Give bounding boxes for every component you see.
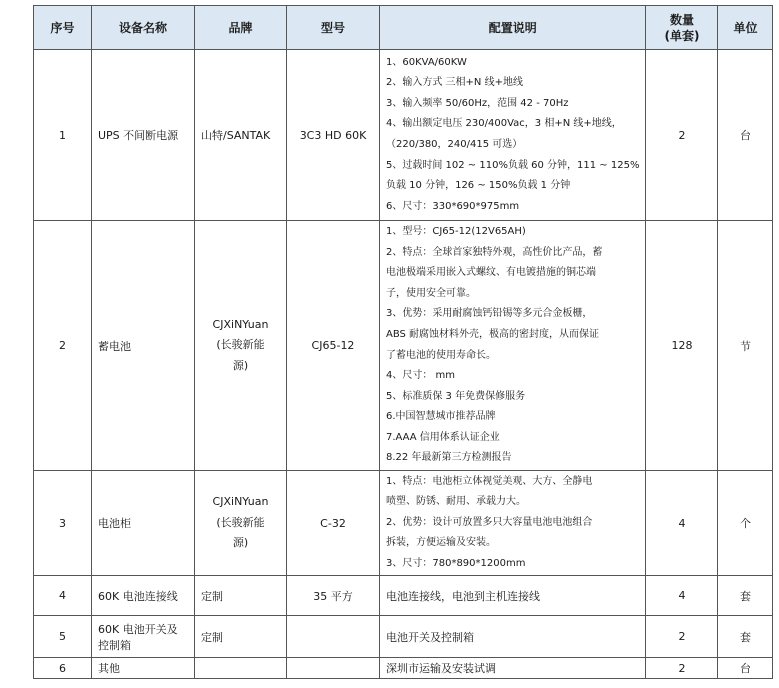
cell-model: C-32 (287, 471, 380, 576)
header-name: 设备名称 (92, 6, 195, 50)
config-line: 1、60KVA/60KW (386, 56, 467, 68)
cell-no: 3 (34, 471, 92, 576)
header-model: 型号 (287, 6, 380, 50)
cell-config: 电池开关及控制箱 (380, 616, 646, 658)
cell-unit: 节 (718, 221, 773, 471)
brand-line: 源) (232, 536, 249, 550)
config-line: 2、特点：全球首家独特外观，高性价比产品，蓄 (386, 246, 603, 258)
cell-no: 5 (34, 616, 92, 658)
brand-line: CJXiNYuan (212, 317, 269, 331)
brand-line: (长骏新能 (216, 338, 265, 352)
cell-model (287, 616, 380, 658)
cell-name: 蓄电池 (92, 221, 195, 471)
cell-brand (195, 658, 287, 679)
cell-unit: 套 (718, 576, 773, 616)
config-line: 6.中国智慧城市推荐品牌 (386, 411, 496, 423)
cell-qty: 2 (646, 50, 718, 221)
cell-brand (195, 471, 287, 576)
cell-model: 35 平方 (287, 576, 380, 616)
header-brand: 品牌 (195, 6, 287, 50)
config-line: 4、输出额定电压 230/400Vac，3 相+N 线+地线， (386, 118, 622, 130)
cell-brand: 定制 (195, 616, 287, 658)
name-line: 60K 电池开关及 (98, 622, 178, 636)
config-line: 3、尺寸：780*890*1200mm (386, 557, 526, 569)
table-row (34, 616, 773, 658)
header-qty (646, 6, 718, 50)
cell-brand (195, 221, 287, 471)
config-line: 子，使用安全可靠。 (386, 287, 476, 299)
config-line: 电池极端采用嵌入式螺纹、有电镀措施的铜芯端 (386, 267, 596, 279)
cell-config: 电池连接线，电池到主机连接线 (380, 576, 646, 616)
brand-line: CJXiNYuan (212, 495, 269, 509)
config-line: 3、优势：采用耐腐蚀钙铅锡等多元合金板栅， (386, 308, 593, 320)
cell-name (92, 616, 195, 658)
cell-model: 3C3 HD 60K (287, 50, 380, 221)
cell-name: 电池柜 (92, 471, 195, 576)
table-row (34, 221, 773, 471)
config-line: 8.22 年最新第三方检测报告 (386, 452, 512, 464)
cell-unit: 台 (718, 50, 773, 221)
config-line: 5、标准质保 3 年免费保修服务 (386, 390, 526, 402)
cell-name: 其他 (92, 658, 195, 679)
cell-no: 6 (34, 658, 92, 679)
name-line: 控制箱 (98, 638, 131, 652)
config-line: 4、尺寸： mm (386, 370, 456, 382)
cell-qty: 2 (646, 658, 718, 679)
header-row (34, 6, 773, 50)
config-line: 拆装，方便运输及安装。 (386, 537, 496, 549)
config-line: 6、尺寸：330*690*975mm (386, 200, 520, 212)
config-line: 1、型号：CJ65-12(12V65AH) (386, 225, 526, 237)
cell-unit: 台 (718, 658, 773, 679)
cell-name: UPS 不间断电源 (92, 50, 195, 221)
config-line: 负载 10 分钟，126 ~ 150%负载 1 分钟 (386, 180, 571, 192)
config-line: 2、优势：设计可放置多只大容量电池电池组合 (386, 516, 593, 528)
cell-model (287, 658, 380, 679)
header-qty-line1: 数量 (669, 12, 694, 27)
cell-config (380, 471, 646, 576)
cell-qty: 4 (646, 471, 718, 576)
config-line: ABS 耐腐蚀材料外壳，极高的密封度，从而保证 (386, 328, 600, 340)
cell-config (380, 221, 646, 471)
cell-config (380, 50, 646, 221)
config-line: 5、过载时间 102 ~ 110%负载 60 分钟，111 ~ 125% (386, 159, 640, 171)
cell-qty: 4 (646, 576, 718, 616)
header-config: 配置说明 (380, 6, 646, 50)
config-line: 喷塑、防锈、耐用、承载力大。 (386, 496, 526, 508)
cell-no: 4 (34, 576, 92, 616)
config-line: 了蓄电池的使用寿命长。 (386, 349, 496, 361)
table-row (34, 50, 773, 221)
cell-qty: 128 (646, 221, 718, 471)
cell-no: 1 (34, 50, 92, 221)
table-row (34, 576, 773, 616)
cell-model: CJ65-12 (287, 221, 380, 471)
config-line: 3、输入频率 50/60Hz，范围 42 - 70Hz (386, 97, 569, 109)
cell-config: 深圳市运输及安装试调 (380, 658, 646, 679)
table-row (34, 658, 773, 679)
cell-qty: 2 (646, 616, 718, 658)
cell-brand: 定制 (195, 576, 287, 616)
header-no: 序号 (34, 6, 92, 50)
cell-no: 2 (34, 221, 92, 471)
cell-unit: 套 (718, 616, 773, 658)
cell-name: 60K 电池连接线 (92, 576, 195, 616)
table-row (34, 471, 773, 576)
cell-unit: 个 (718, 471, 773, 576)
brand-line: 源) (232, 358, 249, 372)
cell-brand: 山特/SANTAK (195, 50, 287, 221)
header-unit: 单位 (718, 6, 773, 50)
config-line: （220/380，240/415 可选） (386, 139, 523, 150)
config-line: 2、输入方式 三相+N 线+地线 (386, 77, 523, 89)
header-qty-line2: (单套) (664, 28, 700, 43)
config-line: 1、特点：电池柜立体视觉美观、大方、全静电 (386, 475, 593, 487)
config-line: 7.AAA 信用体系认证企业 (386, 431, 500, 443)
brand-line: (长骏新能 (216, 515, 265, 529)
equipment-spec-table (33, 5, 773, 679)
